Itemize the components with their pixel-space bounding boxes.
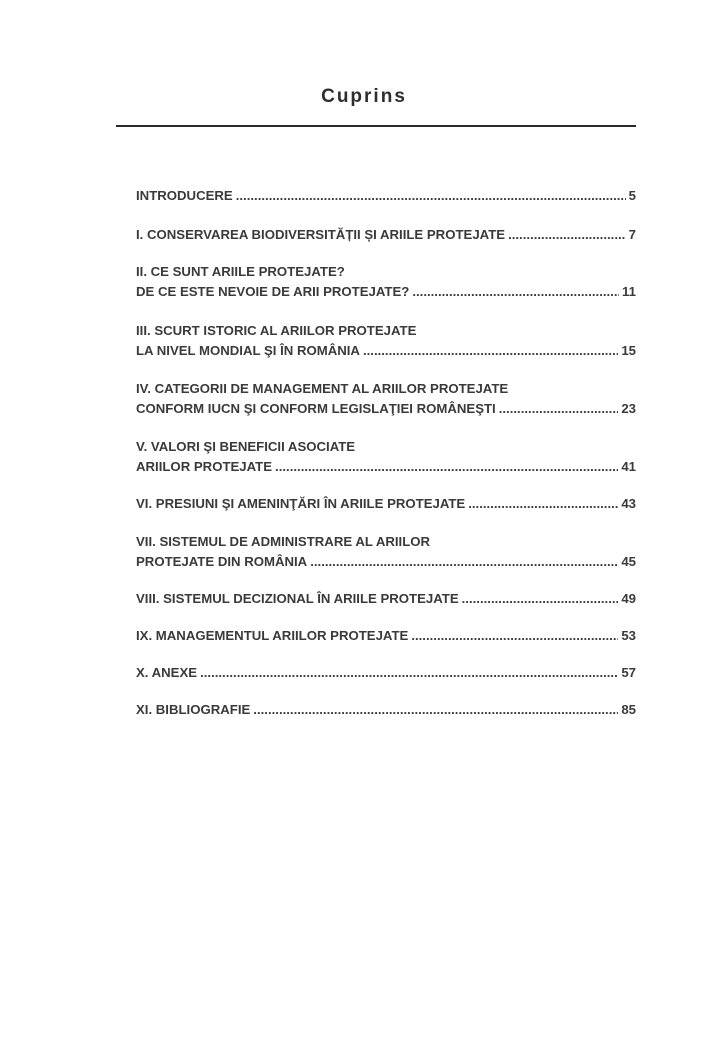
toc-entry-line [136, 282, 636, 302]
dot-leader [508, 225, 626, 245]
toc-entry[interactable] [136, 437, 636, 477]
dot-leader [411, 626, 618, 646]
toc-entry-line [136, 552, 636, 572]
toc-page-number: 43 [621, 496, 636, 511]
toc-entry-line [136, 700, 636, 720]
dot-leader [200, 663, 618, 683]
dot-leader [468, 494, 618, 514]
toc-entry[interactable] [136, 262, 636, 302]
toc-entry[interactable] [136, 186, 636, 206]
toc-page-number: 85 [621, 702, 636, 717]
toc-page-number: 15 [621, 343, 636, 358]
toc-entry-line [136, 341, 636, 361]
toc-entry[interactable] [136, 494, 636, 514]
toc-page-number: 7 [628, 227, 636, 242]
dot-leader [310, 552, 618, 572]
toc-page-number: 23 [621, 401, 636, 416]
toc-entry-title-line: VII. SISTEMUL DE ADMINISTRARE AL ARIILOR [136, 534, 431, 549]
toc-entry-line [136, 186, 636, 206]
toc-page-number: 57 [621, 665, 636, 680]
toc-page-number: 45 [621, 554, 636, 569]
toc-entry-title: ARIILOR PROTEJATE [136, 459, 273, 474]
toc-entry-title-line: V. VALORI ŞI BENEFICII ASOCIATE [136, 439, 356, 454]
toc-entry-title: INTRODUCERE [136, 188, 233, 203]
toc-entry[interactable] [136, 225, 636, 245]
toc-entry-title: LA NIVEL MONDIAL ŞI ÎN ROMÂNIA [136, 343, 360, 358]
dot-leader [499, 399, 619, 419]
toc-entry[interactable] [136, 626, 636, 646]
dot-leader [462, 589, 619, 609]
toc-entry[interactable] [136, 321, 636, 361]
toc-entry-title-line: IV. CATEGORII DE MANAGEMENT AL ARIILOR PROTEJATE [136, 381, 509, 396]
toc-page-number: 11 [622, 284, 636, 299]
dot-leader [236, 186, 626, 206]
toc-page-number: 41 [621, 459, 636, 474]
toc-entry[interactable] [136, 663, 636, 683]
dot-leader [253, 700, 618, 720]
toc-entry[interactable] [136, 700, 636, 720]
toc-entry-title-line: III. SCURT ISTORIC AL ARIILOR PROTEJATE [136, 323, 417, 338]
toc-entry-title: DE CE ESTE NEVOIE DE ARII PROTEJATE? [136, 284, 410, 299]
toc-entry-line [136, 457, 636, 477]
toc-page-number: 53 [621, 628, 636, 643]
dot-leader [275, 457, 618, 477]
toc-entry-title: VIII. SISTEMUL DECIZIONAL ÎN ARIILE PROTEJATE [136, 591, 459, 606]
toc-entry-title: CONFORM IUCN ŞI CONFORM LEGISLAŢIEI ROMÂNEŞTI [136, 401, 496, 416]
toc-entry-line [136, 225, 636, 245]
dot-leader [412, 282, 619, 302]
toc-entry-title: I. CONSERVAREA BIODIVERSITĂȚII ȘI ARIILE PROTEJATE [136, 227, 506, 242]
toc-entry-title: IX. MANAGEMENTUL ARIILOR PROTEJATE [136, 628, 409, 643]
toc-page-number: 49 [621, 591, 636, 606]
toc-page-number: 5 [628, 188, 636, 203]
dot-leader [363, 341, 618, 361]
toc-entry[interactable] [136, 532, 636, 572]
toc-entry-title: X. ANEXE [136, 665, 198, 680]
toc-entry[interactable] [136, 379, 636, 419]
toc-entry-line [136, 494, 636, 514]
page-title: Cuprins [321, 86, 407, 107]
toc-entry-line [136, 663, 636, 683]
toc-entry-title-line: II. CE SUNT ARIILE PROTEJATE? [136, 264, 345, 279]
toc-entry-line [136, 589, 636, 609]
toc-entry-line [136, 626, 636, 646]
table-of-contents [136, 186, 636, 720]
toc-entry-title: PROTEJATE DIN ROMÂNIA [136, 554, 308, 569]
toc-entry-line [136, 399, 636, 419]
toc-entry[interactable] [136, 589, 636, 609]
title-divider [116, 125, 636, 127]
toc-entry-title: XI. BIBLIOGRAFIE [136, 702, 251, 717]
toc-entry-title: VI. PRESIUNI ŞI AMENINŢĂRI ÎN ARIILE PROTEJATE [136, 496, 466, 511]
